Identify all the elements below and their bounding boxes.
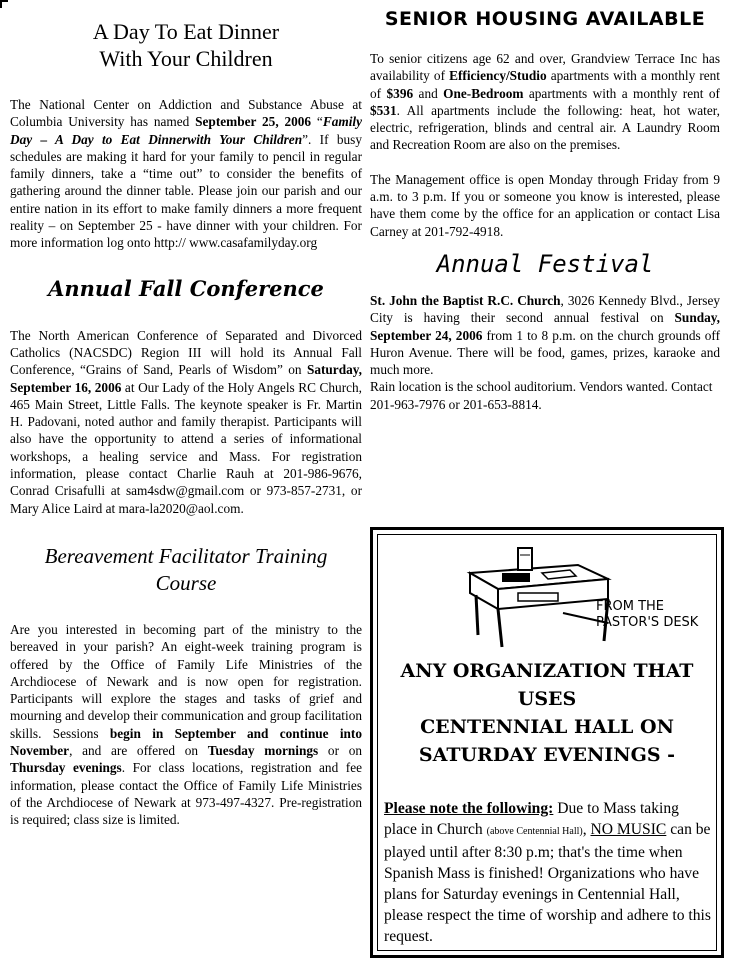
dinner-text-c: ”. If busy schedules are making it hard for your family to pencil in regular family dinners, take a “time out” to consider the benefits of gathering around the dinner table. Please join our parish and our entire nation in its effort to make family dinners a more frequent reality – on September 25 - have dinner with your children. For more information log onto http:// www.casafamilyday.org bbox=[10, 131, 362, 251]
fall-text-b: at Our Lady of the Holy Angels RC Church, 465 Main Street, Little Falls. The keynote speaker is Fr. Martin H. Padovani, noted author and family therapist. Participants will also have the opportunity to attend a series of informational workshops, a healing service and Mass. For registration information, please contact Charlie Rauh at 201-986-9676, Conrad Crisafulli at sam4sdw@gmail.com or 973-857-2731, or Mary Alice Laird at mara-la2020@aol.com. bbox=[10, 379, 362, 516]
desk-caption-line2: PASTOR'S DESK bbox=[596, 615, 699, 630]
bereave-title-line2: Course bbox=[155, 570, 217, 595]
bereave-session-dates: begin in September and continue into November bbox=[10, 725, 362, 759]
dinner-text-b: “ bbox=[311, 114, 323, 130]
housing-text-e: . All apartments include the following: heat, hot water, electric, refrigeration, blinds and central air. A Laundry Room and Recreation Room are also on the premises. bbox=[370, 102, 720, 153]
festival-text-b: from 1 to 8 p.m. on the church grounds off Huron Avenue. There will be food, games, prizes, karaoke and much more. bbox=[370, 327, 720, 378]
housing-text-d: apartments with a monthly rent of bbox=[523, 85, 720, 101]
headline-line1: ANY ORGANIZATION THAT bbox=[400, 660, 694, 682]
bereave-text-d: . For class locations, registration and fee information, please contact the Office of Family Life Ministries of the Archdiocese of Newark at 973-497-4327. Pre-registration is required; class size is limited. bbox=[10, 760, 363, 828]
right-column bbox=[370, 8, 720, 413]
housing-text-a: To senior citizens age 62 and over, Grandview Terrace Inc has availability of bbox=[370, 51, 720, 84]
festival-rain-location: Rain location is the school auditorium. Vendors wanted. Contact 201-963-7976 or 201-653-8814. bbox=[370, 379, 713, 412]
fall-title: Annual Fall Conference bbox=[48, 275, 324, 301]
note-label: Please note the following: bbox=[384, 800, 554, 817]
housing-efficiency: Efficiency/Studio bbox=[449, 68, 547, 84]
fall-date: Saturday, September 16, 2006 bbox=[10, 362, 362, 395]
housing-text-c: and bbox=[413, 85, 444, 101]
bereave-text-a: Are you interested in becoming part of the ministry to the bereaved in your parish? An eight-week training program is offered by the Office of Family Life Ministries of the Archdiocese of Newark and is now open for registration. Participants will explore the stages and tasks of grief and mourning and develop their communication and group facilitation skills. Sessions bbox=[10, 621, 362, 741]
fall-body bbox=[10, 327, 362, 517]
bereave-text-c: or on bbox=[318, 743, 362, 759]
note-text-b: , bbox=[582, 821, 591, 838]
corner-rule bbox=[0, 0, 8, 8]
dinner-family-day: Family Day – A Day to Eat Dinnerwith Your Children bbox=[10, 114, 362, 147]
desk-icon bbox=[458, 543, 658, 653]
bereave-title bbox=[10, 543, 362, 597]
housing-rent-studio: $396 bbox=[386, 85, 414, 101]
dinner-title bbox=[10, 18, 362, 72]
dinner-date: September 25, 2006 bbox=[195, 114, 312, 130]
bereave-thursday: Thursday evenings bbox=[10, 760, 122, 776]
pastor-note bbox=[384, 798, 712, 947]
bereave-text-b: , and are offered on bbox=[69, 743, 208, 759]
housing-title: SENIOR HOUSING AVAILABLE bbox=[384, 8, 706, 30]
dinner-body bbox=[10, 96, 362, 252]
housing-body bbox=[370, 50, 720, 154]
pastor-desk-box bbox=[370, 527, 724, 958]
festival-title: Annual Festival bbox=[436, 249, 654, 278]
dinner-title-line2: With Your Children bbox=[99, 46, 273, 71]
dinner-text-a: The National Center on Addiction and Substance Abuse at Columbia University has named bbox=[10, 97, 362, 130]
housing-one-bedroom: One-Bedroom bbox=[443, 85, 524, 101]
housing-rent-bedroom: $531 bbox=[370, 102, 397, 118]
pastor-desk-inner bbox=[377, 534, 717, 951]
bereave-title-line1: Bereavement Facilitator Training bbox=[44, 543, 328, 568]
note-text-c: can be played until after 8:30 p.m; that's the time when Spanish Mass is finished! Organizations who have plans for Saturday evenings in Centennial Hall, please respect the time of worship and adhere to this request. bbox=[384, 821, 711, 945]
pastor-headline bbox=[378, 657, 716, 769]
desk-caption bbox=[596, 599, 698, 631]
headline-line3: CENTENNIAL HALL ON bbox=[420, 716, 674, 738]
festival-body bbox=[370, 292, 720, 378]
headline-line2: USES bbox=[517, 688, 577, 710]
festival-date: Sunday, September 24, 2006 bbox=[370, 310, 720, 343]
left-column bbox=[10, 18, 362, 829]
housing-office-hours: The Management office is open Monday through Friday from 9 a.m. to 3 p.m. If you or someone you know is interested, please have them come by the office for an application or contact Lisa Carney at 201-792-4918. bbox=[370, 171, 720, 239]
housing-text-b: apartments with a monthly rent of bbox=[370, 68, 721, 101]
headline-line4: SATURDAY EVENINGS - bbox=[418, 744, 676, 766]
bereave-body bbox=[10, 621, 362, 829]
fall-text-a: The North American Conference of Separated and Divorced Catholics (NACSDC) Region III will hold its Annual Fall Conference, “Grains of Sand, Pearls of Wisdom” on bbox=[10, 327, 362, 378]
desk-caption-line1: FROM THE bbox=[596, 599, 665, 614]
dinner-title-line1: A Day To Eat Dinner bbox=[92, 19, 280, 44]
festival-church: St. John the Baptist R.C. Church bbox=[370, 292, 561, 308]
note-location: (above Centennial Hall) bbox=[486, 826, 583, 837]
bereave-tuesday: Tuesday mornings bbox=[207, 743, 319, 759]
note-text-a: Due to Mass taking place in Church bbox=[384, 800, 679, 838]
note-no-music: NO MUSIC bbox=[590, 821, 667, 838]
festival-text-a: , 3026 Kennedy Blvd., Jersey City is having their second annual festival on bbox=[370, 292, 720, 326]
